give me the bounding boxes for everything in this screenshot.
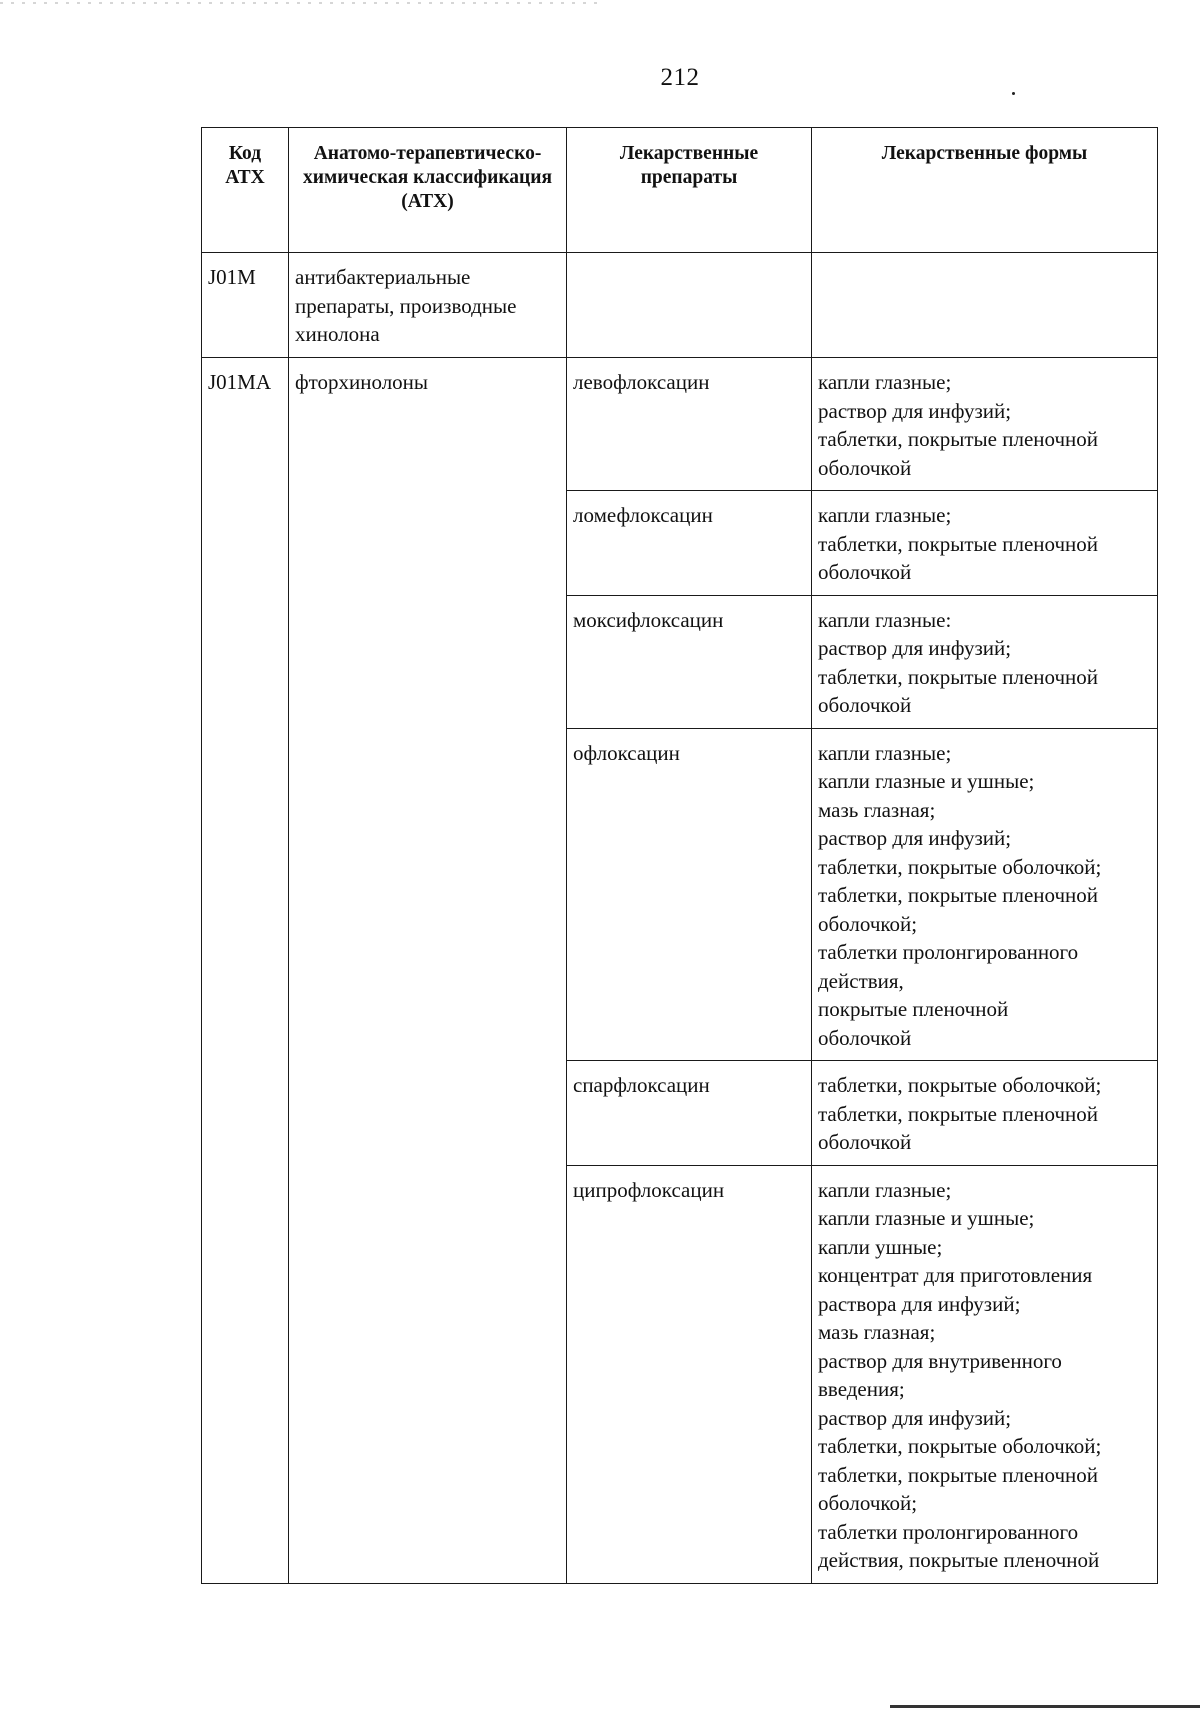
drug-form-line: капли глазные: xyxy=(818,607,952,632)
atx-table xyxy=(201,127,1158,1584)
group-forms-empty xyxy=(812,253,1158,358)
drug-form-line: раствора для инфузий; xyxy=(818,1291,1021,1316)
page-number: 212 xyxy=(660,64,700,91)
drug-form-line: капли глазные; xyxy=(818,370,952,394)
subgroup-classification: фторхинолоны xyxy=(289,358,567,1584)
drug-form-line: таблетки, покрытые пленочной xyxy=(818,883,1099,907)
drug-forms xyxy=(812,358,1158,491)
drug-forms xyxy=(812,1061,1158,1166)
drug-form-line: оболочкой xyxy=(818,693,912,717)
drug-form-line: капли глазные; xyxy=(818,1177,952,1202)
scan-dot xyxy=(1012,92,1015,95)
drug-form-line: оболочкой xyxy=(818,1025,912,1050)
drug-form-line: мазь глазная; xyxy=(818,1320,936,1344)
subgroup-code: J01MA xyxy=(202,358,289,1584)
drug-form-line: мазь глазная; xyxy=(818,797,936,822)
drug-form-line: раствор для инфузий; xyxy=(818,826,1012,850)
drug-form-line: раствор для внутривенного xyxy=(818,1348,1062,1373)
drug-forms xyxy=(812,1165,1158,1583)
drug-name: левофлоксацин xyxy=(567,358,812,491)
drug-form-line: действия, покрытые пленочной xyxy=(818,1548,1100,1572)
drug-forms xyxy=(812,595,1158,728)
drug-form-line: таблетки, покрытые оболочкой; xyxy=(818,1073,1102,1097)
group-drugs-empty xyxy=(567,253,812,358)
drug-form-line: оболочкой xyxy=(818,560,912,584)
scan-artifact xyxy=(0,2,600,4)
header-drugs: Лекарственные препараты xyxy=(567,128,812,253)
drug-form-line: капли глазные и ушные; xyxy=(818,1206,1035,1230)
header-forms: Лекарственные формы xyxy=(812,128,1158,253)
group-classification: антибактериальные препараты, производные хинолона xyxy=(289,253,567,358)
drug-form-line: оболочкой xyxy=(818,1130,912,1154)
drug-name: ципрофлоксацин xyxy=(567,1165,812,1583)
drug-form-line: таблетки пролонгированного xyxy=(818,1519,1079,1544)
drug-form-line: покрытые пленочной xyxy=(818,997,1009,1021)
drug-form-line: капли глазные и ушные; xyxy=(818,769,1035,793)
drug-form-line: капли ушные; xyxy=(818,1234,943,1259)
drug-form-line: раствор для инфузий; xyxy=(818,636,1012,660)
drug-name: моксифлоксацин xyxy=(567,595,812,728)
drug-form-line: капли глазные; xyxy=(818,740,952,765)
drug-form-line: оболочкой xyxy=(818,455,912,480)
table-body xyxy=(202,253,1158,1584)
drug-form-line: таблетки пролонгированного xyxy=(818,940,1079,964)
header-classification: Анатомо-терапевтическо-химическая классификация (АТХ) xyxy=(289,128,567,253)
scan-artifact-bar xyxy=(890,1705,1200,1708)
drug-name: спарфлоксацин xyxy=(567,1061,812,1166)
drug-form-line: таблетки, покрытые пленочной xyxy=(818,664,1099,689)
drug-form-line: раствор для инфузий; xyxy=(818,1405,1012,1430)
drug-name: ломефлоксацин xyxy=(567,491,812,596)
drug-form-line: таблетки, покрытые пленочной xyxy=(818,531,1099,556)
drug-form-line: введения; xyxy=(818,1377,905,1401)
table-header-row xyxy=(202,128,1158,253)
drug-form-line: концентрат для приготовления xyxy=(818,1263,1093,1287)
drug-form-line: оболочкой; xyxy=(818,1491,918,1515)
drug-form-line: таблетки, покрытые оболочкой; xyxy=(818,854,1102,879)
drug-forms xyxy=(812,491,1158,596)
group-code: J01M xyxy=(202,253,289,358)
drug-form-line: таблетки, покрытые пленочной xyxy=(818,1101,1099,1126)
drug-name: офлоксацин xyxy=(567,728,812,1061)
table-row xyxy=(202,358,1158,491)
drug-form-line: оболочкой; xyxy=(818,911,918,936)
drug-form-line: действия, xyxy=(818,968,904,993)
drug-form-line: раствор для инфузий; xyxy=(818,398,1012,423)
drug-form-line: таблетки, покрытые пленочной xyxy=(818,427,1099,451)
drug-forms xyxy=(812,728,1158,1061)
drug-form-line: капли глазные; xyxy=(818,503,952,527)
header-code: Код АТХ xyxy=(202,128,289,253)
drug-form-line: таблетки, покрытые пленочной xyxy=(818,1462,1099,1487)
table-row-group xyxy=(202,253,1158,358)
drug-form-line: таблетки, покрытые оболочкой; xyxy=(818,1434,1102,1458)
